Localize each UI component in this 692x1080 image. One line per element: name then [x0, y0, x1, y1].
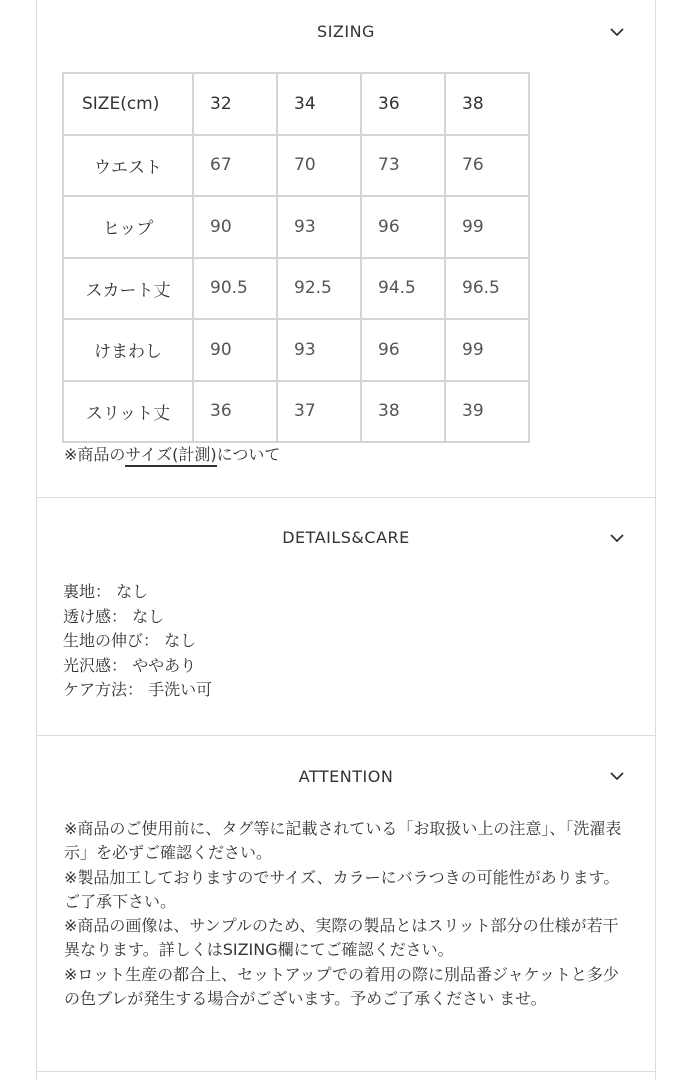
size-table-header-cell: 36: [361, 73, 445, 135]
size-table-cell: 90: [193, 319, 277, 381]
size-table-header-cell: 34: [277, 73, 361, 135]
list-item: 光沢感： ややあり: [63, 655, 197, 675]
attention-paragraph: ※ロット生産の都合上、セットアップでの着用の際に別品番ジャケットと多少の色ブレが発生する場合がございます。予めご了承ください ませ。: [64, 964, 619, 1009]
size-table-header-cell: 32: [193, 73, 277, 135]
size-table-cell: 94.5: [361, 258, 445, 320]
size-table-cell: 37: [277, 381, 361, 443]
size-table-cell: 90: [193, 196, 277, 258]
size-table-cell: 73: [361, 135, 445, 197]
size-table-cell: 99: [445, 196, 529, 258]
table-row: [63, 196, 529, 258]
size-table-header-cell: 38: [445, 73, 529, 135]
size-table-header-cell: SIZE(cm): [63, 73, 193, 135]
size-table-row-label: ヒップ: [63, 196, 193, 258]
chevron-down-icon[interactable]: [609, 768, 625, 784]
size-note-prefix: ※商品の: [64, 445, 126, 464]
size-table: [62, 72, 530, 443]
size-table-cell: 93: [277, 196, 361, 258]
chevron-down-icon[interactable]: [609, 530, 625, 546]
attention-paragraph: ※商品のご使用前に、タグ等に記載されている「お取扱い上の注意」、「洗濯表示」を必ずご確認ください。: [64, 819, 622, 863]
size-note-suffix: について: [216, 445, 281, 464]
size-table-cell: 93: [277, 319, 361, 381]
size-table-cell: 36: [193, 381, 277, 443]
list-item: ケア方法： 手洗い可: [63, 680, 213, 699]
list-item: 透け感： なし: [63, 606, 165, 626]
attention-text: [64, 817, 632, 1011]
size-table-cell: 39: [445, 381, 529, 443]
list-item: 生地の伸び： なし: [63, 631, 197, 650]
details-list: [63, 580, 212, 703]
size-table-cell: 70: [277, 135, 361, 197]
attention-paragraph: ※商品の画像は、サンプルのため、実際の製品とはスリット部分の仕様が若干異なります。詳しくはSIZING欄にてご確認ください。: [64, 916, 619, 960]
table-row: [63, 381, 529, 443]
size-table-row-label: ウエスト: [63, 135, 193, 197]
attention-section: [37, 736, 655, 1072]
size-table-cell: 99: [445, 319, 529, 381]
table-row: [63, 258, 529, 320]
size-table-row-label: けまわし: [63, 319, 193, 381]
chevron-down-icon[interactable]: [609, 24, 625, 40]
size-table-header-row: [63, 73, 529, 135]
size-table-cell: 96.5: [445, 258, 529, 320]
size-note: [64, 442, 280, 465]
attention-paragraph: ※製品加工しておりますのでサイズ、カラーにバラつきの可能性があります。ご了承下さい。: [64, 867, 620, 911]
details-care-section: [37, 498, 655, 736]
details-care-header[interactable]: [37, 498, 655, 564]
table-row: [63, 135, 529, 197]
size-table-cell: 38: [361, 381, 445, 443]
size-table-cell: 96: [361, 319, 445, 381]
size-table-cell: 96: [361, 196, 445, 258]
sizing-section: [37, 0, 655, 498]
attention-header[interactable]: [37, 736, 655, 802]
product-info-panel: [36, 0, 656, 1080]
size-table-cell: 90.5: [193, 258, 277, 320]
sizing-header[interactable]: [37, 0, 655, 66]
size-table-cell: 76: [445, 135, 529, 197]
size-table-row-label: スカート丈: [63, 258, 193, 320]
sizing-title: SIZING: [317, 22, 375, 41]
list-item: 裏地： なし: [63, 582, 149, 601]
size-measurement-link[interactable]: サイズ(計測): [125, 445, 216, 467]
table-row: [63, 319, 529, 381]
size-table-cell: 92.5: [277, 258, 361, 320]
size-table-row-label: スリット丈: [63, 381, 193, 443]
details-care-title: DETAILS&CARE: [282, 528, 410, 547]
size-table-cell: 67: [193, 135, 277, 197]
attention-title: ATTENTION: [298, 767, 394, 786]
